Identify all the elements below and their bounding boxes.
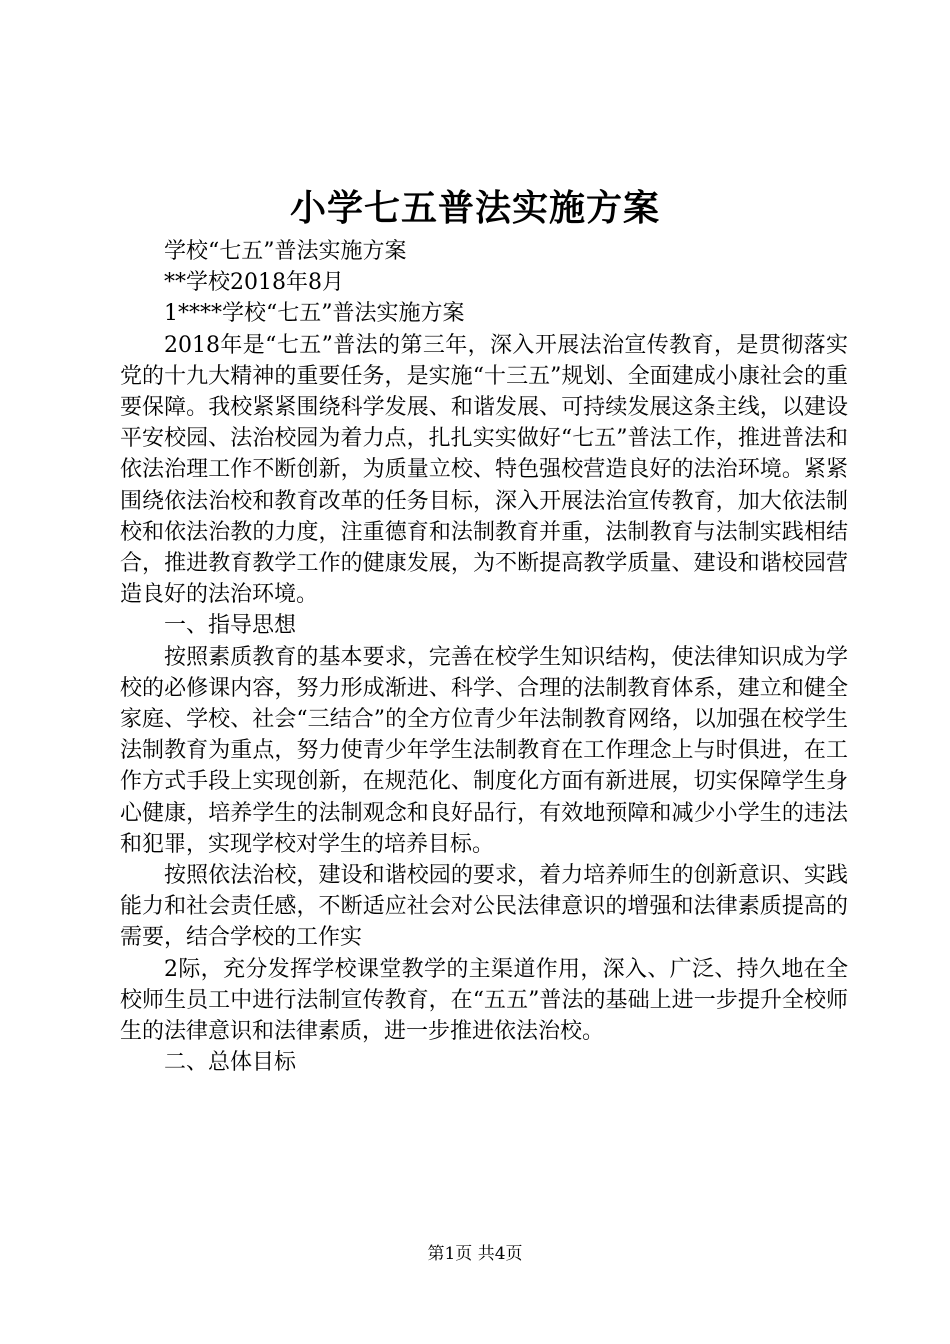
- school-date-line: **学校2018年8月: [164, 270, 344, 296]
- section-heading-line: 1****学校“七五”普法实施方案: [164, 301, 465, 327]
- subtitle-line: 学校“七五”普法实施方案: [164, 239, 407, 264]
- intro-paragraph: 2018年是“七五”普法的第三年，深入开展法治宣传教育，是贯彻落实党的十九大精神的重要任务，是实施“十三五”规划、全面建成小康社会的重要保障。我校紧紧围绕科学发展、和谐发展、可持续发展这条主线，以建设平安校园、法治校园为着力点，扎扎实实做好“七五”普法工作，推进普法和依法治理工作不断创新，为质量立校、特色强校营造良好的法治环境。紧紧围绕依法治校和教育改革的任务目标，深入开展法治宣传教育，加大依法制校和依法治教的力度，注重德育和法制教育并重，法制教育与法制实践相结合，推进教育教学工作的健康发展，为不断提高教学质量、建设和谐校园营造良好的法治环境。: [120, 332, 848, 608]
- page-footer: 第1页 共4页: [427, 1244, 523, 1264]
- section-heading-guiding-ideology: 一、指导思想: [164, 613, 297, 639]
- paragraph-rule-of-law: 按照依法治校，建设和谐校园的要求，着力培养师生的创新意识、实践能力和社会责任感，不断适应社会对公民法律意识的增强和法律素质提高的需要，结合学校的工作实: [120, 863, 848, 951]
- document-body: [120, 236, 848, 1078]
- document-title: 小学七五普法实施方案: [289, 187, 660, 229]
- paragraph-classroom-teaching: 2际，充分发挥学校课堂教学的主渠道作用，深入、广泛、持久地在全校师生员工中进行法制宣传教育，在“五五”普法的基础上进一步提升全校师生的法律意识和法律素质，进一步推进依法治校。: [120, 956, 848, 1045]
- paragraph-quality-education: 按照素质教育的基本要求，完善在校学生知识结构，使法律知识成为学校的必修课内容，努力形成渐进、科学、合理的法制教育体系，建立和健全家庭、学校、社会“三结合”的全方位青少年法制教育网络，以加强在校学生法制教育为重点，努力使青少年学生法制教育在工作理念上与时俱进，在工作方式手段上实现创新，在规范化、制度化方面有新进展，切实保障学生身心健康，培养学生的法制观念和良好品行，有效地预障和减少小学生的违法和犯罪，实现学校对学生的培养目标。: [120, 644, 848, 857]
- section-heading-overall-goal: 二、总体目标: [164, 1050, 297, 1076]
